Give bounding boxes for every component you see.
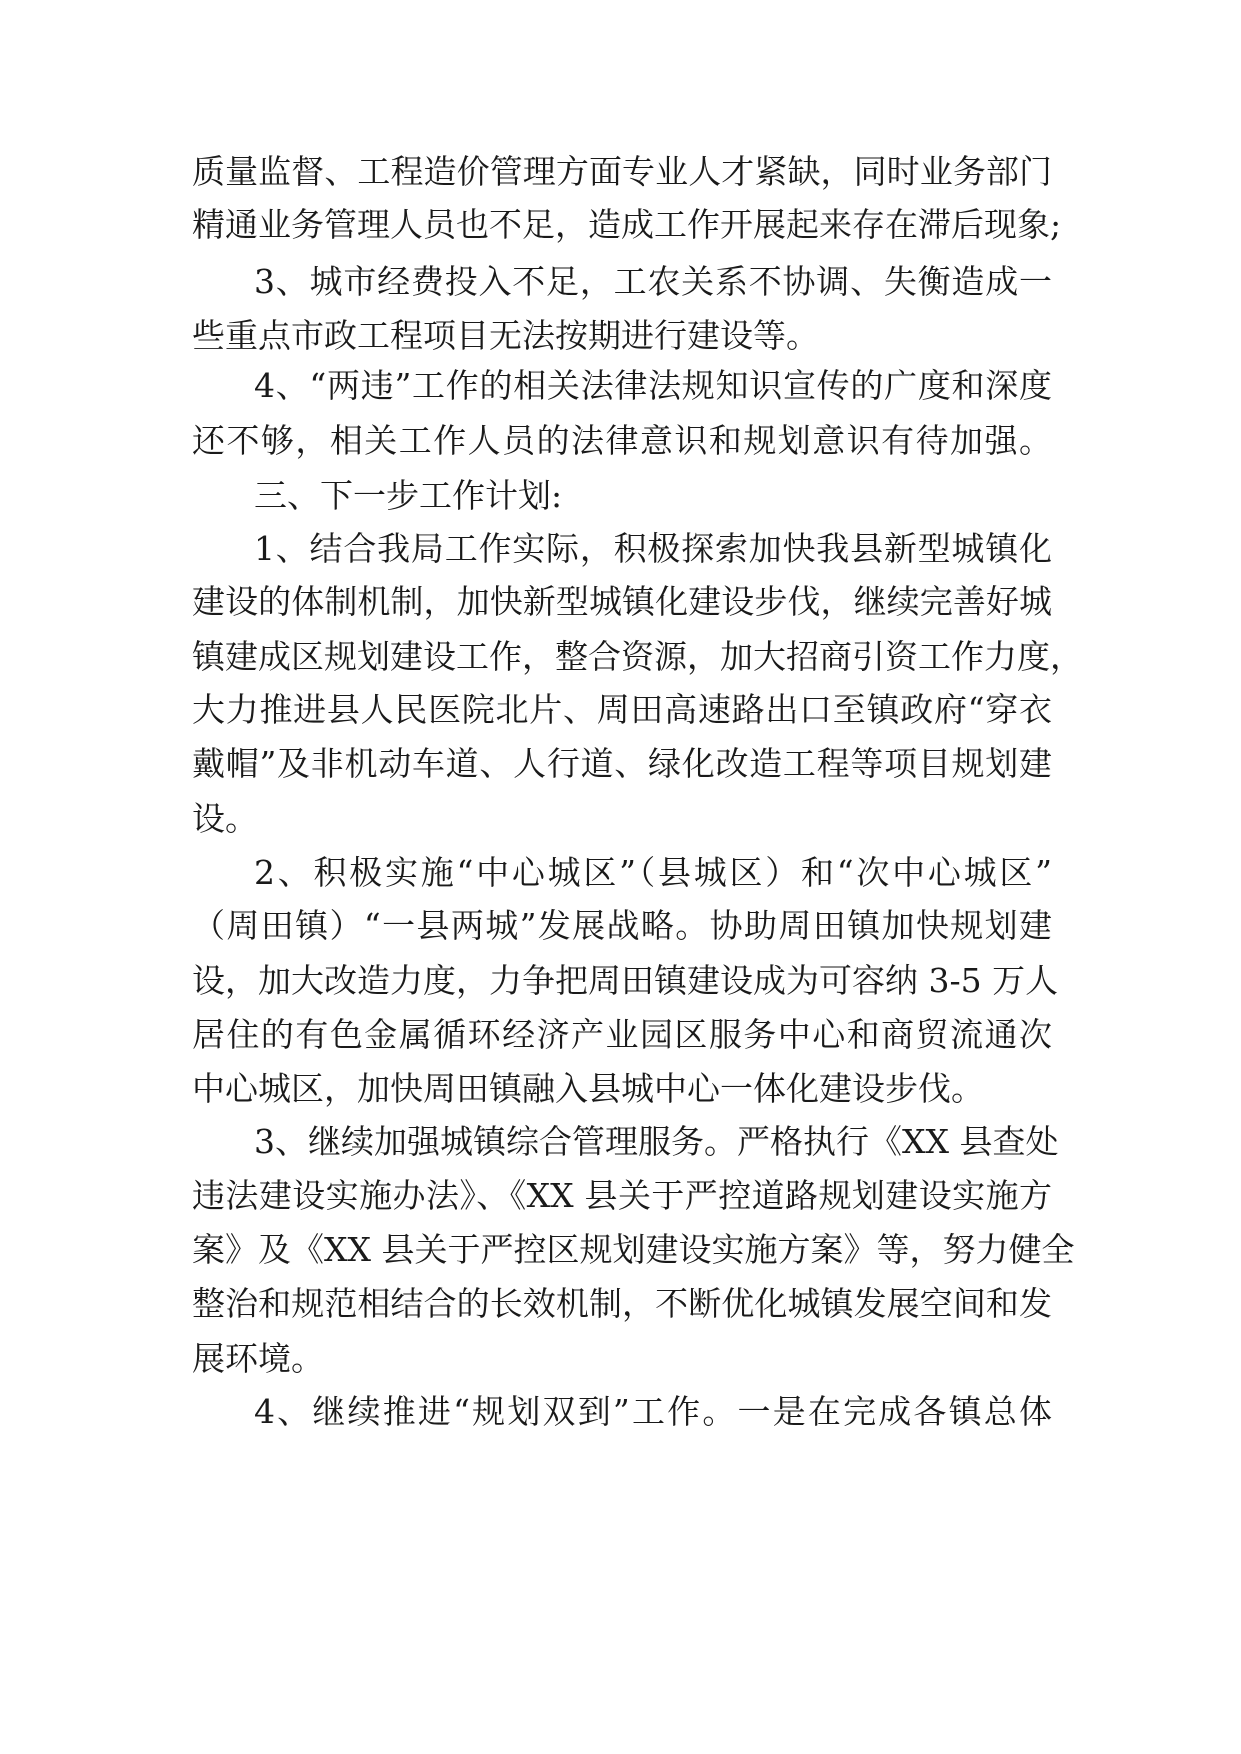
text-line: 违法建设实施办法》、《XX 县关于严控道路规划建设实施方	[192, 1176, 1052, 1215]
text-line: 3、继续加强城镇综合管理服务。严格执行《XX 县查处	[254, 1122, 1059, 1161]
text-line: 质量监督、工程造价管理方面专业人才紧缺，同时业务部门	[192, 152, 1052, 191]
text-line: 还不够，相关工作人员的法律意识和规划意识有待加强。	[192, 421, 1052, 460]
text-line: 4、继续推进“规划双到”工作。一是在完成各镇总体	[254, 1392, 1052, 1431]
text-line: 展环境。	[192, 1339, 324, 1378]
text-line: 3、城市经费投入不足，工农关系不协调、失衡造成一	[254, 262, 1052, 301]
text-line: 1、结合我局工作实际，积极探索加快我县新型城镇化	[254, 529, 1052, 568]
text-line: 镇建成区规划建设工作，整合资源，加大招商引资工作力度，	[192, 637, 1083, 676]
text-line: 4、“两违”工作的相关法律法规知识宣传的广度和深度	[254, 366, 1052, 405]
section-heading: 三、下一步工作计划:	[254, 476, 563, 515]
text-line: 中心城区，加快周田镇融入县城中心一体化建设步伐。	[192, 1069, 984, 1108]
text-line: 设，加大改造力度，力争把周田镇建设成为可容纳 3-5 万人	[192, 961, 1059, 1000]
text-line: 案》及《XX 县关于严控区规划建设实施方案》等，努力健全	[192, 1230, 1075, 1269]
text-line: 设。	[192, 799, 258, 838]
text-line: （周田镇）“一县两城”发展战略。协助周田镇加快规划建	[192, 906, 1052, 945]
text-line: 些重点市政工程项目无法按期进行建设等。	[192, 316, 819, 355]
text-line: 整治和规范相结合的长效机制，不断优化城镇发展空间和发	[192, 1284, 1052, 1323]
text-line: 2、积极实施“中心城区”（县城区）和“次中心城区”	[254, 853, 1052, 892]
text-line: 居住的有色金属循环经济产业园区服务中心和商贸流通次	[192, 1015, 1052, 1054]
text-line: 大力推进县人民医院北片、周田高速路出口至镇政府“穿衣	[192, 690, 1052, 729]
text-line: 精通业务管理人员也不足，造成工作开展起来存在滞后现象;	[192, 205, 1062, 244]
text-line: 戴帽”及非机动车道、人行道、绿化改造工程等项目规划建	[192, 744, 1052, 783]
text-line: 建设的体制机制，加快新型城镇化建设步伐，继续完善好城	[192, 582, 1052, 621]
